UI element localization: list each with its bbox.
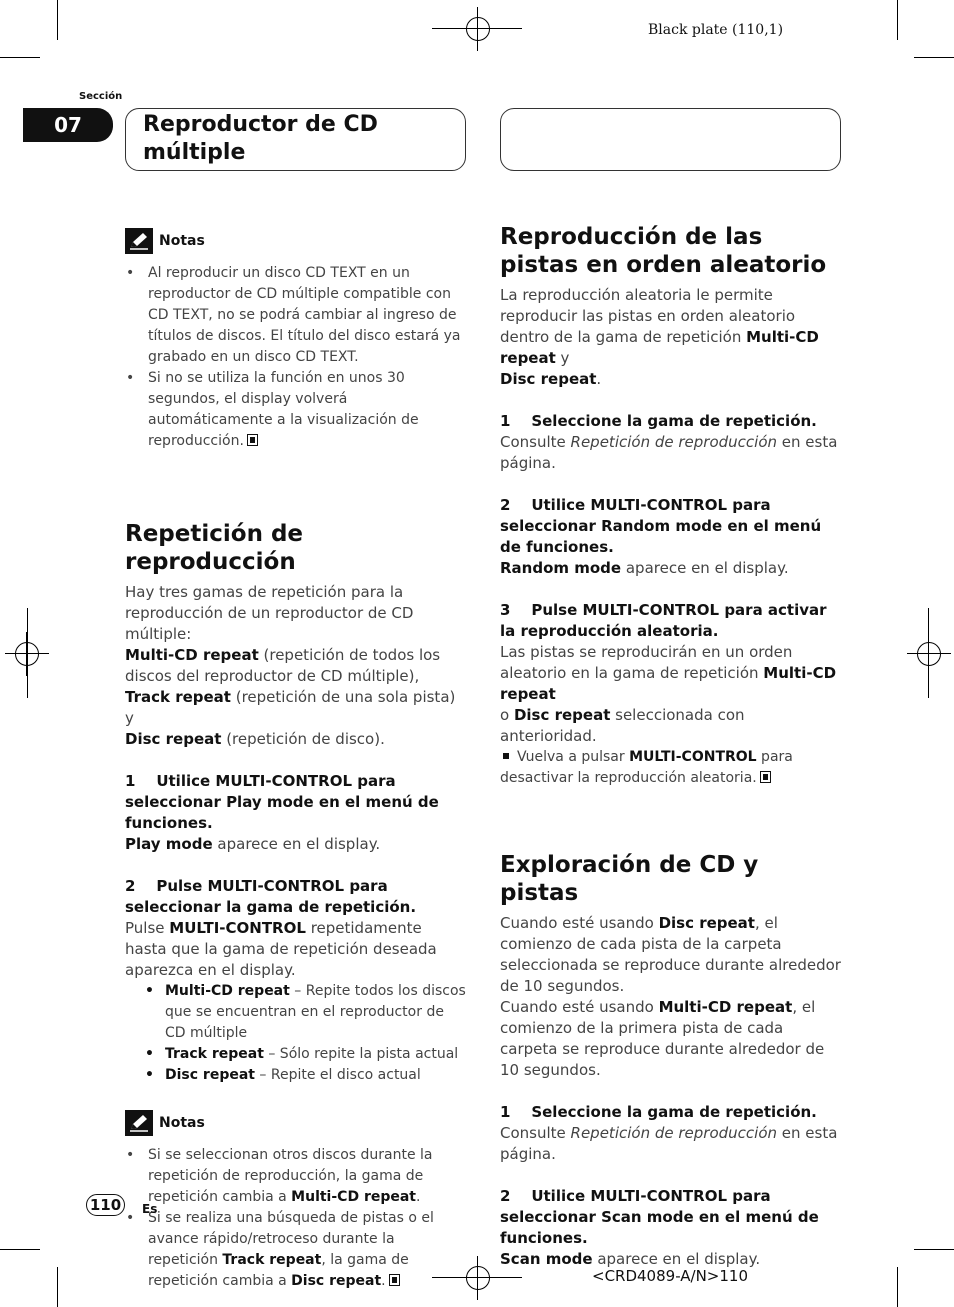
crop-mark (897, 0, 898, 40)
repeat-step-1: 1 Utilice MULTI-CONTROL para seleccionar Play mode en el menú de funciones. (125, 772, 439, 832)
scan-paragraph-2: Cuando esté usando Multi-CD repeat, el comienzo de la primera pista de cada carpeta se reproduce durante alrededor de 10 segundos. (500, 998, 825, 1079)
random-step-2: 2 Utilice MULTI-CONTROL para seleccionar Random mode en el menú de funciones. (500, 496, 822, 556)
registration-line (27, 608, 28, 698)
random-tip: Vuelva a pulsar MULTI-CONTROL para desactivar la reproducción aleatoria. (500, 749, 793, 786)
list-item: • Si se realiza una búsqueda de pistas o el avance rápido/retroceso durante la repetición Track repeat, la gama de repetición cambia a Disc repeat. (125, 1208, 467, 1292)
empty-header-box (500, 108, 841, 171)
registration-mark (907, 632, 951, 676)
crop-mark (57, 1267, 58, 1307)
random-step-3-body: Las pistas se reproducirán en un orden aleatorio en la gama de repetición Multi-CD repeat o Disc repeat seleccionada con anterioridad. (500, 643, 837, 745)
end-mark-icon (389, 1274, 400, 1286)
right-column (500, 223, 842, 1270)
registration-line (432, 28, 522, 29)
square-bullet-icon (503, 753, 509, 759)
list-item: • Si se seleccionan otros discos durante la repetición de reproducción, la gama de repetición cambia a Multi-CD repeat. (125, 1145, 467, 1208)
notes-header (125, 1110, 467, 1136)
notes-title: Notas (159, 233, 205, 249)
random-intro: La reproducción aleatoria le permite reproducir las pistas en orden aleatorio dentro de la gama de repetición Multi-CD repeat y Disc repeat. (500, 286, 819, 388)
repeat-intro: Hay tres gamas de repetición para la reproducción de un reproductor de CD múltiple: Multi-CD repeat (repetición de todos los discos del reproductor de CD múltiple), Track repeat (repetición de una sola pista) y Disc repeat (repetición de disco). (125, 583, 456, 748)
scan-heading: Exploración de CD y pistas (500, 852, 759, 906)
scan-step-2: 2 Utilice MULTI-CONTROL para seleccionar Scan mode en el menú de funciones. (500, 1187, 819, 1247)
notes-title: Notas (159, 1115, 205, 1131)
random-step-3: 3 Pulse MULTI-CONTROL para activar la reproducción aleatoria. (500, 601, 827, 640)
random-heading: Reproducción de las pistas en orden aleatorio (500, 224, 827, 278)
list-item: • Disc repeat – Repite el disco actual (165, 1065, 467, 1086)
section-title: Reproductor de CD múltiple (143, 112, 378, 165)
left-column (125, 228, 467, 1292)
repeat-step-1-result: Play mode aparece en el display. (125, 835, 381, 853)
notes-list (125, 263, 467, 452)
scan-paragraph-1: Cuando esté usando Disc repeat, el comienzo de cada pista de la carpeta seleccionada se reproduce durante alrededor de 10 segundos. (500, 914, 841, 995)
section-label: Sección (79, 91, 123, 102)
registration-line (928, 608, 929, 698)
notes-list (125, 1145, 467, 1292)
pencil-note-icon (125, 1110, 153, 1136)
crop-mark (57, 0, 58, 40)
repeat-heading: Repetición de reproducción (125, 521, 304, 575)
page-number: 110 (86, 1194, 125, 1216)
pencil-note-icon (125, 228, 153, 254)
crop-mark (0, 1249, 40, 1250)
list-item: • Track repeat – Sólo repite la pista actual (165, 1044, 467, 1065)
random-step-1: 1 Seleccione la gama de repetición. (500, 412, 817, 430)
end-mark-icon (247, 434, 258, 446)
list-item: • Al reproducir un disco CD TEXT en un reproductor de CD múltiple compatible con CD TEXT, no se podrá cambiar al ingreso de títulos de discos. El título del disco estará ya grabado en un disco CD TEXT. (125, 263, 467, 368)
crop-mark (0, 57, 40, 58)
document-code: <CRD4089-A/N>110 (592, 1267, 749, 1285)
scan-step-1: 1 Seleccione la gama de repetición. (500, 1103, 817, 1121)
registration-mark (456, 7, 500, 51)
crop-mark (914, 57, 954, 58)
list-item: • Multi-CD repeat – Repite todos los discos que se encuentran en el reproductor de CD múltiple (165, 981, 467, 1044)
list-item: • Si no se utiliza la función en unos 30 segundos, el display volverá automáticamente a la visualización de reproducción. (125, 368, 467, 452)
language-label: Es (142, 1202, 158, 1216)
plate-label: Black plate (110,1) (648, 22, 784, 38)
crop-mark (914, 1249, 954, 1250)
crop-mark (897, 1267, 898, 1307)
scan-step-1-body: Consulte Repetición de reproducción en esta página. (500, 1124, 838, 1163)
random-step-1-body: Consulte Repetición de reproducción en esta página. (500, 433, 838, 472)
scan-step-2-result: Scan mode aparece en el display. (500, 1250, 761, 1268)
repeat-step-2-body: Pulse MULTI-CONTROL repetidamente hasta que la gama de repetición deseada aparezca en el display. (125, 919, 437, 979)
notes-header (125, 228, 467, 254)
end-mark-icon (760, 771, 771, 783)
repeat-options-list (125, 981, 467, 1086)
random-step-2-result: Random mode aparece en el display. (500, 559, 789, 577)
section-number: 07 (23, 108, 113, 142)
repeat-step-2: 2 Pulse MULTI-CONTROL para seleccionar la gama de repetición. (125, 877, 417, 916)
